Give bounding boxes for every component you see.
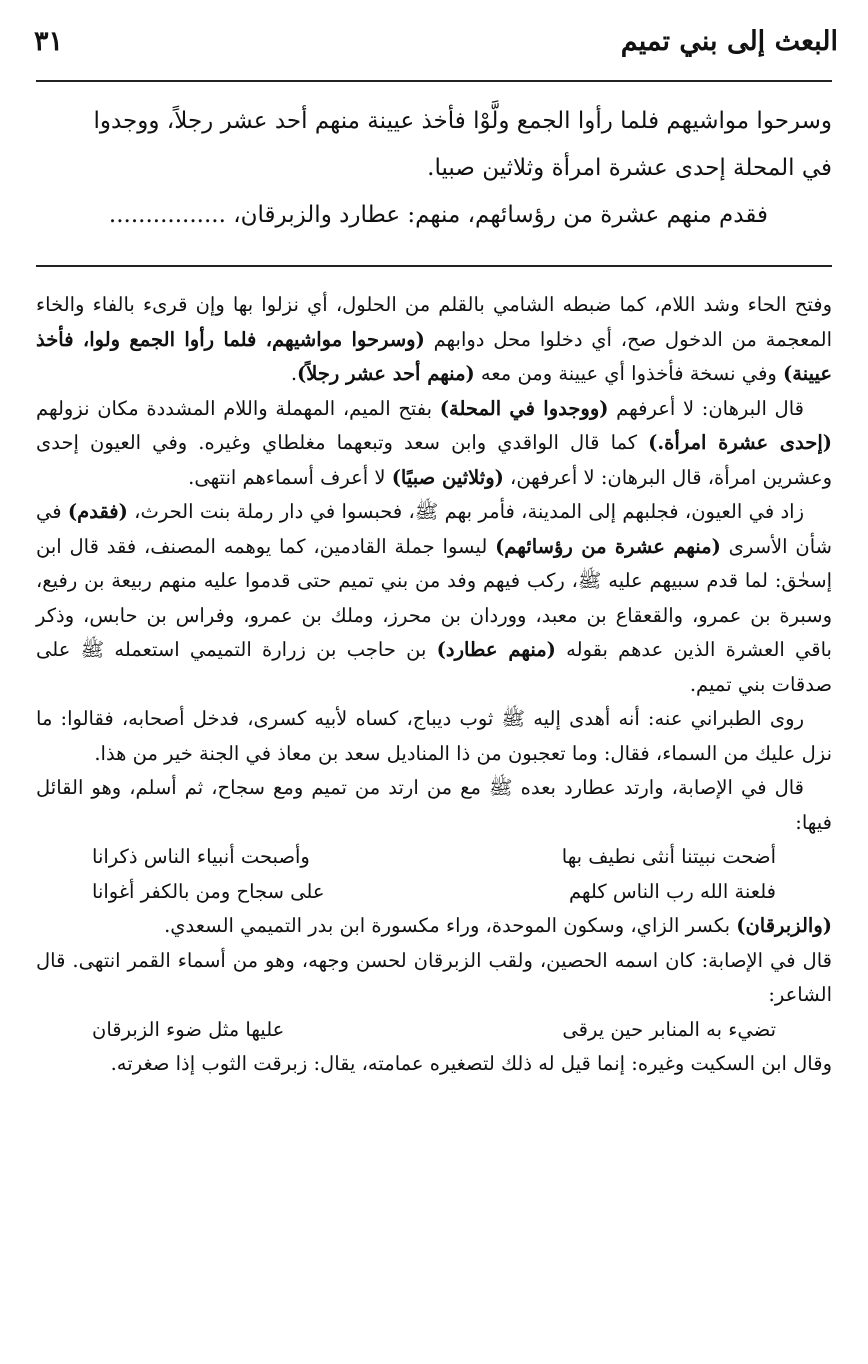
main-text [36,98,832,239]
quoted-phrase: (منهم عطارد) [436,638,556,661]
commentary-paragraph: وقال ابن السكيت وغيره: إنما قيل له ذلك لتصغيره عمامته، يقال: زبرقت الثوب إذا صغرته. [110,1052,832,1075]
verse-first-hemistich: تضيء به المنابر حين يرقى [562,1017,776,1041]
text-run: قال البرهان: لا أعرفهم [608,396,804,420]
separator-rule [36,265,832,267]
verse-first-hemistich: أضحت نبيتنا أنثى نطيف بها [561,845,776,868]
text-run: بكسر الزاي، وسكون الموحدة، وراء مكسورة ابن بدر التميمي السعدي. [164,914,737,937]
text-run: ليسوا جملة القادمين، كما يوهمه المصنف، فقد قال ابن إسحٰق: لما قدم سبيهم عليه ﷺ، ركب فيهم وفد من بني تميم حتى قدموا عليه منهم ربيعة بن رفيع، وسبرة بن عمرو، والقعقاع بن معبد، ووردان بن محرز، وملك بن عمرو، وفراس بن حابس، وذكر باقي العشرة الذين عدهم بقوله [36,534,832,661]
verse-second-hemistich: وأصبحت أنبياء الناس ذكرانا [92,845,310,868]
text-run: وفتح الحاء وشد اللام، كما ضبطه الشامي بالقلم من الحلول، أي نزلوا بها وإن قرىء بالفاء والخاء المعجمة من الدخول صح، أي دخلوا محل دوابهم [36,293,832,351]
quoted-phrase: (وثلاثين صبيًا) [391,465,504,489]
text-run: في شأن الأسرى [36,500,832,558]
text-run: لا أعرف أسماءهم انتهى. [188,465,392,489]
running-title: البعث إلى بني تميم [620,26,838,57]
quoted-phrase: (ووجدوا في المحلة) [439,396,609,420]
quoted-phrase: (وسرحوا مواشيهم، فلما رأوا الجمع ولوا، فأخذ عيينة) [36,327,832,385]
commentary [36,288,832,1082]
verse-second-hemistich: عليها مثل ضوء الزبرقان [92,1017,285,1041]
quoted-phrase: (إحدى عشرة امرأة.) [648,431,832,454]
commentary-paragraph: قال في الإصابة، وارتد عطارد بعده ﷺ مع من ارتد من تميم ومع سجاح، ثم أسلم، وهو القائل فيها: [36,776,832,834]
text-run: بفتح الميم، المهملة واللام المشددة مكان نزولهم [36,396,440,420]
quoted-phrase: (منهم عشرة من رؤسائهم) [495,534,721,558]
page-number: ٣١ [34,26,64,57]
quoted-phrase: (فقدم) [67,500,128,523]
main-text-line: فقدم منهم عشرة من رؤسائهم، منهم: عطارد والزبرقان، ................ [108,202,768,228]
verse-second-hemistich: على سجاح ومن بالكفر أغوانا [92,879,325,903]
main-text-line: وسرحوا مواشيهم فلما رأوا الجمع ولَّوْا فأخذ عيينة منهم أحد عشر رجلاً، ووجدوا [93,108,832,134]
text-run: كما قال الواقدي وابن سعد وتبعهما مغلطاي وغيره. وفي العيون إحدى وعشرين امرأة، قال البرهان: لا أعرفهن، [36,431,832,489]
text-run: . [290,362,298,385]
text-run: زاد في العيون، فجلبهم إلى المدينة، فأمر بهم ﷺ، فحبسوا في دار رملة بنت الحرث، [127,500,804,523]
commentary-paragraph [36,288,832,392]
page-header [30,22,838,70]
poem-verse [36,840,832,875]
quoted-phrase: (منهم أحد عشر رجلاً) [297,362,475,385]
quoted-phrase: (والزبرقان) [736,914,832,937]
commentary-paragraph: قال في الإصابة: كان اسمه الحصين، ولقب الزبرقان لحسن وجهه، وهو من أسماء القمر انتهى. قال الشاعر: [36,948,832,1006]
text-run: وفي نسخة فأخذوا أي عيينة ومن معه [474,362,784,385]
verse-first-hemistich: فلعنة الله رب الناس كلهم [568,879,776,903]
commentary-paragraph [36,392,832,496]
text-run: بن حاجب بن زرارة التميمي استعمله ﷺ على صدقات بني تميم. [36,638,832,696]
poem-verse [36,875,832,910]
commentary-paragraph [36,909,832,944]
commentary-paragraph: روى الطبراني عنه: أنه أهدى إليه ﷺ ثوب ديباج، كساه لأبيه كسرى، فدخل أصحابه، فقالوا: ما نزل عليك من السماء، فقال: وما تعجبون من ذا المناديل سعد بن معاذ في الجنة خير من هذا. [36,707,832,765]
commentary-paragraph [36,495,832,702]
poem-verse [36,1013,832,1048]
header-rule [36,80,832,82]
main-text-line: في المحلة إحدى عشرة امرأة وثلاثين صبيا. [427,155,832,181]
